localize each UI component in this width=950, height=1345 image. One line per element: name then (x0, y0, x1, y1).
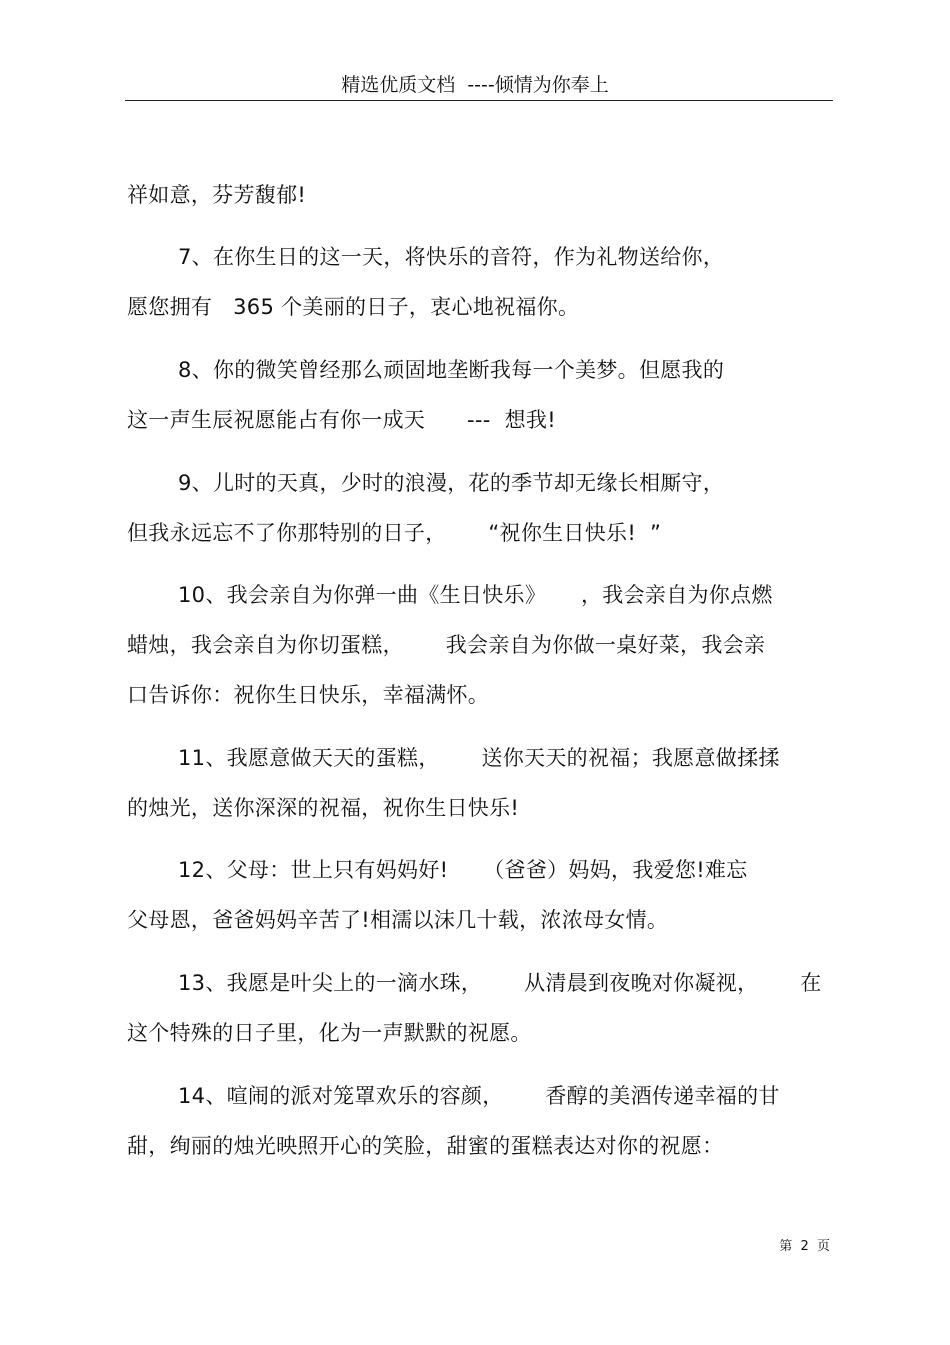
text-line: 祥如意，芬芳馥郁! (127, 183, 307, 207)
text-line: 蜡烛，我会亲自为你切蛋糕， 我会亲自为你做一桌好菜，我会亲 (127, 633, 766, 657)
page-header-title: 精选优质文档 ----倾情为你奉上 (341, 74, 609, 96)
header-divider (125, 100, 833, 101)
text-line: 口告诉你：祝你生日快乐，幸福满怀。 (127, 683, 490, 707)
text-line: 但我永远忘不了你那特别的日子， “祝你生日快乐! ” (127, 521, 662, 545)
text-line: 父母恩，爸爸妈妈辛苦了!相濡以沫几十载，浓浓母女情。 (127, 908, 669, 932)
text-line: 13、我愿是叶尖上的一滴水珠， 从清晨到夜晚对你凝视， 在 (178, 971, 822, 995)
text-line: 这个特殊的日子里，化为一声默默的祝愿。 (127, 1021, 532, 1045)
text-line: 14、喧闹的派对笼罩欢乐的容颜， 香醇的美酒传递幸福的甘 (178, 1084, 780, 1108)
text-line: 甜，绚丽的烛光映照开心的笑脸，甜蜜的蛋糕表达对你的祝愿： (127, 1134, 724, 1158)
text-line: 的烛光，送你深深的祝福，祝你生日快乐! (127, 796, 520, 820)
text-line: 7、在你生日的这一天，将快乐的音符，作为礼物送给你， (178, 245, 725, 269)
text-line: 这一声生辰祝愿能占有你一成天 --- 想我! (127, 408, 556, 432)
text-line: 12、父母：世上只有妈妈好! （爸爸）妈妈，我爱您!难忘 (178, 858, 748, 882)
text-line: 8、你的微笑曾经那么顽固地垄断我每一个美梦。但愿我的 (178, 358, 725, 382)
text-line: 愿您拥有 365 个美丽的日子，衷心地祝福你。 (127, 295, 580, 319)
text-line: 9、儿时的天真，少时的浪漫，花的季节却无缘长相厮守， (178, 471, 725, 495)
text-line: 10、我会亲自为你弹一曲《生日快乐》 ，我会亲自为你点燃 (178, 583, 773, 607)
page-number: 第 2 页 (779, 1239, 830, 1254)
text-line: 11、我愿意做天天的蛋糕， 送你天天的祝福；我愿意做揉揉 (178, 746, 780, 770)
